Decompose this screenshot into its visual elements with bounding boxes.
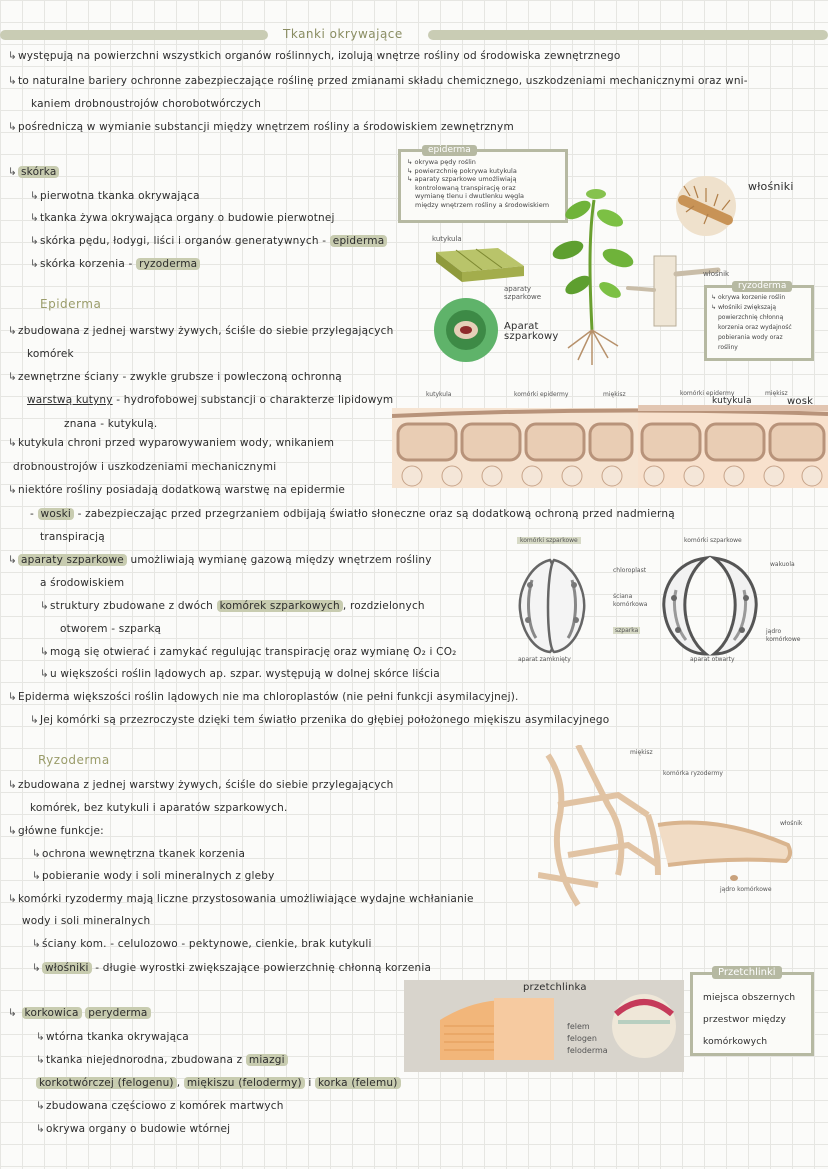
intro-line-3: kaniem drobnoustrojów chorobotwórczych <box>31 98 262 110</box>
bark-feloderma-label: feloderma <box>567 1046 608 1055</box>
przetchlinki-box-label: Przetchlinki <box>712 966 782 979</box>
root-wlosnik-label: włośnik <box>780 820 803 827</box>
arrow-icon: ↳ <box>8 893 17 905</box>
root-hair-circle-illustration <box>676 176 736 236</box>
arrow-icon: ↳ <box>30 714 39 726</box>
cross-kutykula-right: kutykula <box>712 396 752 406</box>
skorka-line-4: ↳skórka korzenia - ryzoderma <box>30 257 200 271</box>
przetchlinki-line-3: komórkowych <box>703 1037 768 1047</box>
stoma-sciana-label: ściana komórkowa <box>613 593 648 608</box>
arrow-icon: ↳ <box>8 121 17 133</box>
epiderma-line-5: znana - kutykulą. <box>64 418 158 430</box>
ryzoderma-box-item: ↳ okrywa korzenie roślin <box>711 294 786 301</box>
korkowica-heading: ↳ korkowica peryderma <box>8 1006 151 1020</box>
closed-stoma-illustration <box>520 560 584 652</box>
epiderma-line-7: drobnoustrojów i uszkodzeniami mechanicznymi <box>13 461 277 473</box>
epiderma-line-18: ↳Jej komórki są przezroczyste dzięki tem światło przenika do głębiej położonego miękiszu asymilacyjnego <box>30 714 610 726</box>
stoma-right-title: komórki szparkowe <box>684 537 742 544</box>
bark-felogen-label: felogen <box>567 1034 597 1043</box>
arrow-icon: ↳ <box>8 691 17 703</box>
arrow-icon: ↳ <box>36 1123 45 1135</box>
arrow-icon: ↳ <box>8 166 17 178</box>
arrow-icon: ↳ <box>36 1054 45 1066</box>
cross-miekisz-right: miękisz <box>765 390 788 397</box>
skorka-heading: ↳ skórka <box>8 165 59 179</box>
arrow-icon: ↳ <box>40 646 49 658</box>
epiderma-box-item: ↳ powierzchnię pokrywa kutykula <box>407 166 517 175</box>
bark-przetchlinka-label: przetchlinka <box>523 982 587 993</box>
aparat-label-2: szparkowy <box>504 331 559 342</box>
cross-komorki-left: komórki epidermy <box>514 391 569 398</box>
przetchlinki-info-box <box>690 972 814 1056</box>
arrow-icon: ↳ <box>32 962 41 974</box>
ryzoderma-heading: Ryzoderma <box>38 753 110 767</box>
epiderma-line-17: ↳Epiderma większości roślin lądowych nie ma chloroplastów (nie pełni funkcji asymilacyjnej). <box>8 691 519 703</box>
epiderma-line-13: ↳struktury zbudowane z dwóch komórek szparkowych , rozdzielonych <box>40 600 425 612</box>
ryzoderma-line-1: ↳zbudowana z jednej warstwy żywych, ściśle do siebie przylegających <box>8 779 394 791</box>
korkowica-line-4: ↳zbudowana częściowo z komórek martwych <box>36 1100 284 1112</box>
cross-miekisz-left: miękisz <box>603 391 626 398</box>
bark-felem-label: felem <box>567 1022 590 1031</box>
cross-wosk: wosk <box>787 396 814 407</box>
arrow-icon: ↳ <box>32 938 41 950</box>
epiderma-box-item: kontrolowaną transpirację oraz <box>415 183 516 192</box>
ryzoderma-box-item: korzenia oraz wydajność <box>718 324 792 331</box>
page-title: Tkanki okrywające <box>283 27 403 41</box>
ryzoderma-line-8: ↳ściany kom. - celulozowo - pektynowe, cienkie, brak kutykuli <box>32 938 372 950</box>
stoma-wakuola-label: wakuola <box>770 561 795 568</box>
arrow-icon: ↳ <box>8 437 17 449</box>
epiderma-line-14: otworem - szparką <box>60 623 162 635</box>
ryzoderma-line-2: komórek, bez kutykuli i aparatów szparkowych. <box>30 802 288 814</box>
epiderma-box-item: wymianę tlenu i dwutlenku węgla <box>415 192 525 200</box>
epiderma-heading: Epiderma <box>40 297 102 311</box>
epiderma-line-11: ↳ aparaty szparkowe umożliwiają wymianę gazową między wnętrzem rośliny <box>8 554 432 566</box>
ryzoderma-box-item: ↳ włośniki zwiększają <box>711 304 777 311</box>
korkowica-line-2: ↳tkanka niejednorodna, zbudowana z miazgi <box>36 1053 288 1067</box>
ryzoderma-box-item: pobierania wody oraz <box>718 334 783 341</box>
arrow-icon: ↳ <box>8 779 17 791</box>
cross-komorki-right: komórki epidermy <box>680 390 735 397</box>
arrow-icon: ↳ <box>40 668 49 680</box>
stoma-open-caption: aparat otwarty <box>690 656 735 663</box>
ryzoderma-line-6: ↳komórki ryzodermy mają liczne przystosowania umożliwiające wydajne wchłanianie <box>8 893 474 905</box>
wlosnik-label: włośnik <box>703 270 730 278</box>
arrow-icon: ↳ <box>8 825 17 837</box>
arrow-icon: ↳ <box>30 258 39 270</box>
open-stoma-illustration <box>664 558 756 654</box>
title-bar-right <box>428 30 828 40</box>
root-tissue-network <box>538 745 658 905</box>
epiderma-line-9: - woski - zabezpieczając przed przegrzaniem odbijają światło słoneczne oraz są dodatkową ochroną przed nadmierną <box>30 508 675 520</box>
epidermis-cross-section-figure <box>392 398 828 488</box>
epiderma-line-1: ↳zbudowana z jednej warstwy żywych, ściśle do siebie przylegających <box>8 325 394 337</box>
intro-line-4: ↳pośredniczą w wymianie substancji między wnętrzem rośliny a środowiskiem zewnętrznym <box>8 121 514 133</box>
aparat-label-1: Aparat <box>504 321 539 332</box>
skorka-line-3: ↳skórka pędu, łodygi, liści i organów generatywnych - epiderma <box>30 234 387 248</box>
epiderma-line-15: ↳mogą się otwierać i zamykać regulując transpirację oraz wymianę O₂ i CO₂ <box>40 646 457 658</box>
arrow-icon: ↳ <box>40 600 49 612</box>
epiderma-box-label: epiderma <box>422 145 477 156</box>
ryzoderma-box-item: rośliny <box>718 344 738 351</box>
arrow-icon: ↳ <box>30 190 39 202</box>
ryzoderma-box-item: powierzchnię chłonną <box>718 314 784 321</box>
epiderma-line-6: ↳kutykula chroni przed wyparowywaniem wody, wnikaniem <box>8 437 335 449</box>
epiderma-line-12: a środowiskiem <box>40 577 125 589</box>
epiderma-box-item: ↳ aparaty szparkowe umożliwiają <box>407 175 517 183</box>
ryzoderma-line-3: ↳główne funkcje: <box>8 825 104 837</box>
arrow-icon: ↳ <box>8 484 17 496</box>
ryzoderma-info-box <box>704 285 814 361</box>
epidermis-cells <box>398 424 824 460</box>
ryzoderma-line-5: ↳pobieranie wody i soli mineralnych z gleby <box>32 870 275 882</box>
epiderma-line-10: transpiracją <box>40 531 105 543</box>
arrow-icon: ↳ <box>8 50 17 62</box>
arrow-icon: ↳ <box>36 1100 45 1112</box>
korkowica-line-1: ↳wtórna tkanka okrywająca <box>36 1031 189 1043</box>
epiderma-box-item: ↳ okrywa pędy roślin <box>407 158 476 166</box>
epiderma-box-item: między wnętrzem rośliny a środowiskiem <box>415 200 550 209</box>
ryzoderma-line-7: wody i soli mineralnych <box>22 915 151 927</box>
stoma-circle-illustration <box>434 298 498 362</box>
epiderma-line-2: komórek <box>27 348 74 360</box>
stoma-left-title: komórki szparkowe <box>517 537 581 544</box>
arrow-icon: ↳ <box>32 870 41 882</box>
wlosniki-label: włośniki <box>748 180 794 193</box>
ryzoderma-box-list <box>707 288 811 353</box>
stoma-closed-caption: aparat zamknięty <box>518 656 571 663</box>
przetchlinki-line-2: przestwor między <box>703 1015 787 1025</box>
stoma-chloroplast-label: chloroplast <box>613 567 647 574</box>
cuticle-block-illustration <box>436 248 524 282</box>
cross-kutykula-left: kutykula <box>426 391 452 398</box>
stoma-jadro-label: jądro komórkowe <box>766 628 801 643</box>
epiderma-line-16: ↳u większości roślin lądowych ap. szpar. występują w dolnej skórce liścia <box>40 668 440 680</box>
epiderma-line-4: warstwą kutyny - hydrofobowej substancji o charakterze lipidowym <box>27 394 394 406</box>
korkowica-line-5: ↳okrywa organy o budowie wtórnej <box>36 1123 231 1135</box>
arrow-icon: ↳ <box>32 848 41 860</box>
arrow-icon: ↳ <box>8 75 17 87</box>
korkowica-line-3: korkotwórczej (felogenu) , miękiszu (felodermy) i korka (felemu) <box>36 1076 401 1090</box>
ryzoderma-line-4: ↳ochrona wewnętrzna tkanek korzenia <box>32 848 246 860</box>
title-bar-left <box>0 30 268 40</box>
arrow-icon: ↳ <box>8 325 17 337</box>
arrow-icon: ↳ <box>36 1031 45 1043</box>
skorka-line-1: ↳pierwotna tkanka okrywająca <box>30 190 200 202</box>
przetchlinki-line-1: miejsca obszernych <box>703 993 796 1003</box>
root-miekisz-label: miękisz <box>630 749 653 756</box>
ryzoderma-line-9: ↳ włośniki - długie wyrostki zwiększające powierzchnię chłonną korzenia <box>32 962 432 974</box>
stoma-szparka-label: szparka <box>615 627 639 634</box>
ryzoderma-box-label: ryzoderma <box>732 281 792 292</box>
root-jadro-label: jądro komórkowe <box>720 886 772 893</box>
arrow-icon: ↳ <box>8 371 17 383</box>
arrow-icon: ↳ <box>30 235 39 247</box>
aparaty-label: aparaty szparkowe <box>504 285 542 301</box>
epiderma-line-8: ↳niektóre rośliny posiadają dodatkową warstwę na epidermie <box>8 484 346 496</box>
root-komorka-label: komórka ryzodermy <box>663 770 723 777</box>
epiderma-line-3: ↳zewnętrzne ściany - zwykle grubsze i powleczoną ochronną <box>8 371 342 383</box>
arrow-icon: ↳ <box>30 212 39 224</box>
skorka-line-2: ↳tkanka żywa okrywająca organy o budowie pierwotnej <box>30 212 335 224</box>
arrow-icon: ↳ <box>8 1007 17 1019</box>
intro-line-2: ↳to naturalne bariery ochronne zabezpieczające roślinę przed zmianami składu chemicznego, uszkodzeniami mechanicznymi oraz wni- <box>8 75 748 87</box>
plant-illustration <box>550 189 636 365</box>
intro-line-1: ↳występują na powierzchni wszystkich organów roślinnych, izolują wnętrze rośliny od środowiska zewnętrznego <box>8 50 621 62</box>
arrow-icon: ↳ <box>8 554 17 566</box>
kutykula-label: kutykula <box>432 235 462 243</box>
